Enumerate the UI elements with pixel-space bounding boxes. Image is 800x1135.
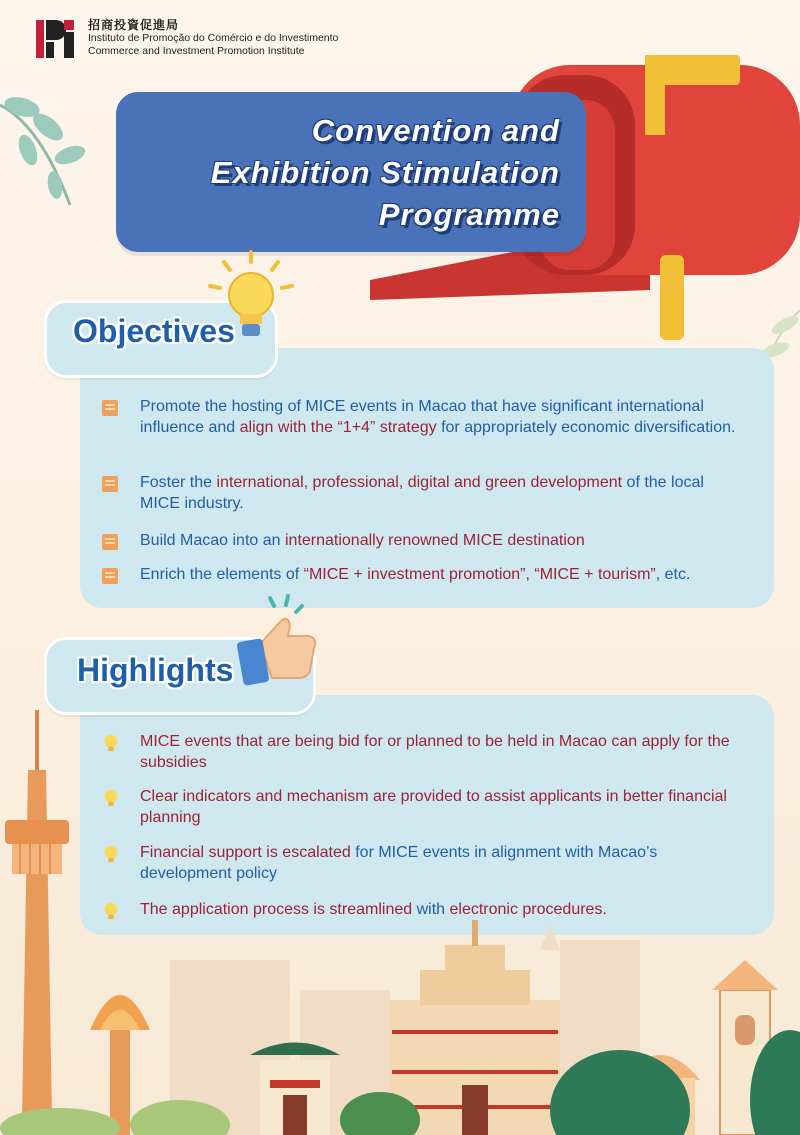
body-text: Promote the hosting of MICE events in Macao that have significant international influence and (140, 398, 704, 436)
title-line-2: Exhibition Stimulation (210, 155, 560, 190)
title-line-1: Convention and (311, 113, 560, 148)
objective-item (100, 564, 740, 585)
institute-name-block (88, 18, 388, 58)
body-text: for MICE events in alignment with Macao’s development policy (140, 844, 658, 882)
body-text: , etc. (655, 566, 691, 583)
institute-name-pt: Instituto de Promoção do Comércio e do Investimento (88, 32, 339, 44)
document-bullet-icon (100, 532, 122, 552)
highlighted-text: The application process is streamlined (140, 901, 413, 918)
macao-skyline-illustration (0, 700, 800, 1135)
title-banner (116, 92, 586, 252)
cipim-logo (34, 16, 80, 62)
objective-text (100, 564, 740, 585)
page-title (211, 110, 560, 236)
body-text: Build Macao into an (140, 532, 285, 549)
thumbs-up-icon (232, 592, 322, 687)
highlighted-text: MICE events that are being bid for or planned to be held in Macao can apply for the subsidies (140, 733, 730, 771)
document-bullet-icon (100, 474, 122, 494)
objective-text (100, 530, 740, 551)
body-text: of the local MICE industry. (140, 474, 704, 512)
body-text: for appropriately economic diversification. (436, 419, 736, 436)
highlighted-text: electronic procedures. (449, 901, 607, 918)
title-line-3: Programme (378, 197, 560, 232)
objective-item (100, 396, 740, 438)
highlights-heading: Highlights (77, 652, 234, 688)
highlighted-text: Clear indicators and mechanism are provided to assist applicants in better financial planning (140, 788, 727, 826)
objectives-list (100, 396, 760, 596)
objectives-heading: Objectives (73, 313, 235, 349)
document-bullet-icon (100, 398, 122, 418)
highlighted-text: “MICE + investment promotion”, “MICE + tourism” (303, 566, 656, 583)
leaf-branch-decoration (0, 95, 110, 225)
lightbulb-icon (206, 250, 296, 345)
highlighted-text: Financial support is escalated (140, 844, 351, 861)
highlighted-text: align with the “1+4” strategy (239, 419, 437, 436)
body-text: with (412, 901, 450, 918)
document-bullet-icon (100, 566, 122, 586)
body-text: Foster the (140, 474, 217, 491)
objective-text (100, 472, 740, 514)
institute-name-en: Commerce and Investment Promotion Institute (88, 45, 305, 57)
objective-item (100, 472, 740, 514)
objective-text (100, 396, 740, 438)
institute-name-cn: 招商投資促進局 (88, 18, 180, 32)
body-text: Enrich the elements of (140, 566, 304, 583)
highlighted-text: international, professional, digital and green development (216, 474, 623, 491)
objective-item (100, 530, 740, 551)
highlighted-text: internationally renowned MICE destination (284, 532, 585, 549)
